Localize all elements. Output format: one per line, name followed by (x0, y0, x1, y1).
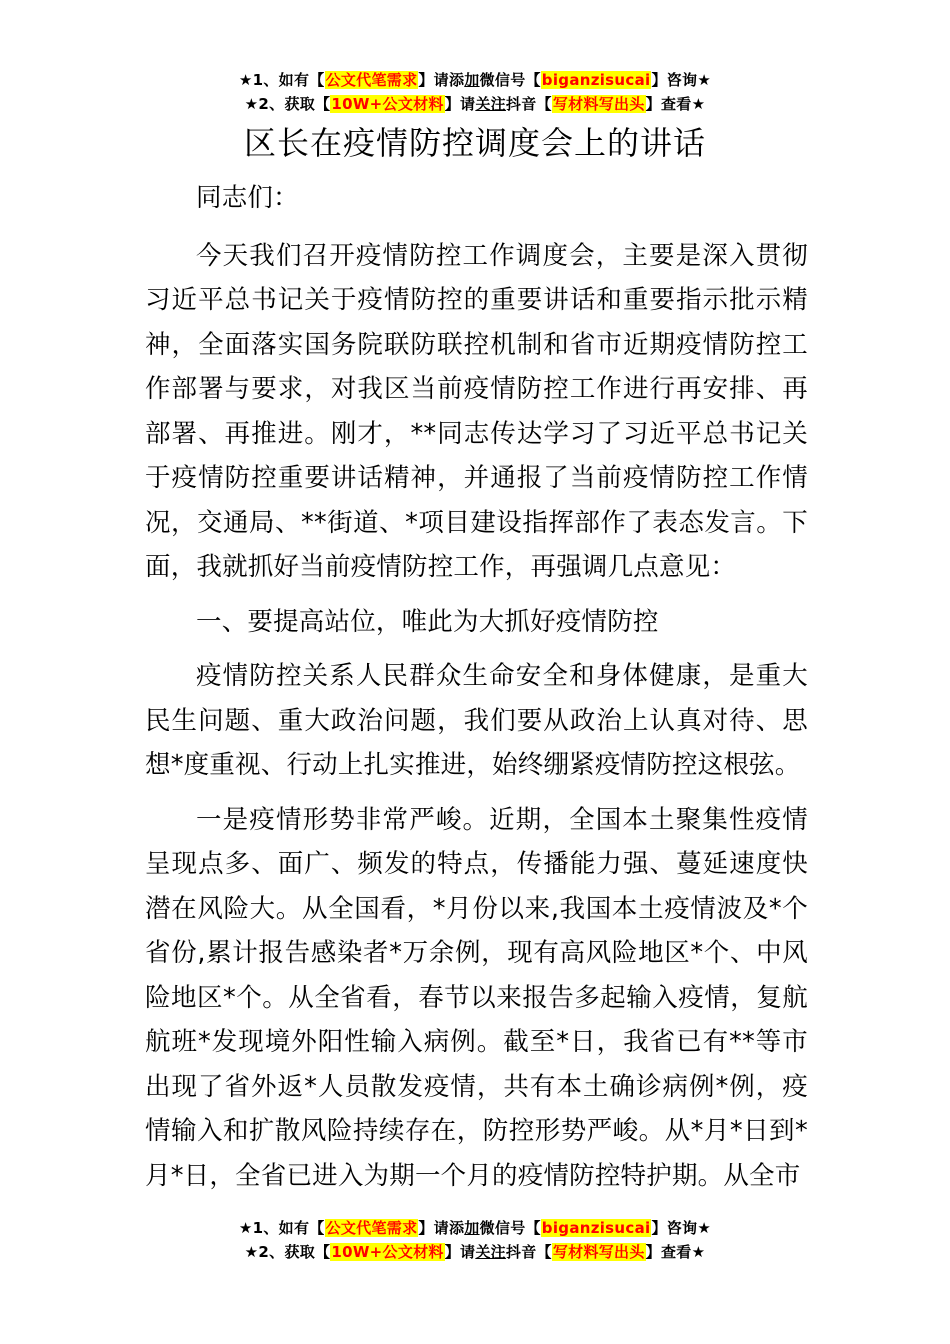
banner-highlight: 公文代笔需求 (325, 71, 418, 89)
banner-highlight: biganzisucai (541, 1219, 651, 1237)
banner-text: 抖音【 (505, 95, 552, 113)
footer-banner (0, 1216, 950, 1264)
banner-underline: 关注 (475, 1243, 506, 1261)
banner-highlight: 10W+公文材料 (331, 1243, 444, 1261)
document-body (145, 176, 808, 1208)
banner-line-1 (0, 68, 950, 92)
banner-text: 微信号【 (479, 1219, 541, 1237)
banner-text: ★1、如有【 (238, 71, 325, 89)
banner-text: 】请 (444, 1243, 476, 1261)
banner-underline: 关注 (475, 95, 506, 113)
paragraph: 疫情防控关系人民群众生命安全和身体健康，是重大民生问题、重大政治问题，我们要从政治上认真对待、思想*度重视、行动上扎实推进，始终绷紧疫情防控这根弦。 (145, 661, 808, 780)
header-banner (0, 68, 950, 116)
banner-text: 】查看★ (645, 1243, 706, 1261)
section-heading: 一、要提高站位，唯此为大抓好疫情防控 (196, 606, 659, 637)
banner-highlight: 写材料写出头 (552, 95, 645, 113)
salutation: 同志们： (196, 183, 299, 213)
banner-highlight: 10W+公文材料 (331, 95, 444, 113)
banner-underline: 加 (464, 1219, 480, 1237)
banner-text: 】查看★ (645, 95, 706, 113)
banner-text: 】咨询★ (651, 71, 712, 89)
banner-text: 】请添 (418, 71, 465, 89)
paragraph-intro: 今天我们召开疫情防控工作调度会，主要是深入贯彻习近平总书记关于疫情防控的重要讲话和重要指示批示精神，全面落实国务院联防联控机制和省市近期疫情防控工作部署与要求，对我区当前疫情防控工作进行再安排、再部署、再推进。刚才，**同志传达学习了习近平总书记关于疫情防控重要讲话精神，并通报了当前疫情防控工作情况，交通局、**街道、*项目建设指挥部作了表态发言。下面，我就抓好当前疫情防控工作，再强调几点意见： (145, 240, 808, 582)
paragraph: 一是疫情形势非常严峻。近期，全国本土聚集性疫情呈现点多、面广、频发的特点，传播能力强、蔓延速度快潜在风险大。从全国看，*月份以来,我国本土疫情波及*个省份,累计报告感染者*万余例，现有高风险地区*个、中风险地区*个。从全省看，春节以来报告多起输入疫情，复航航班*发现境外阳性输入病例。截至*日，我省已有**等市出现了省外返*人员散发疫情，共有本土确诊病例*例，疫情输入和扩散风险持续存在，防控形势严峻。从*月*日到*月*日，全省已进入为期一个月的疫情防控特护期。从全市 (145, 804, 808, 1191)
banner-highlight: 公文代笔需求 (325, 1219, 418, 1237)
banner-line-1 (0, 1216, 950, 1240)
banner-text: 】咨询★ (651, 1219, 712, 1237)
banner-text: 】请 (444, 95, 476, 113)
banner-line-2 (0, 1240, 950, 1264)
banner-line-2 (0, 92, 950, 116)
banner-highlight: 写材料写出头 (552, 1243, 645, 1261)
banner-text: 微信号【 (479, 71, 541, 89)
banner-underline: 加 (464, 71, 480, 89)
banner-text: ★2、获取【 (244, 1243, 331, 1261)
banner-highlight: biganzisucai (541, 71, 651, 89)
banner-text: ★2、获取【 (244, 95, 331, 113)
document-title: 区长在疫情防控调度会上的讲话 (243, 124, 706, 162)
banner-text: 】请添 (418, 1219, 465, 1237)
banner-text: 抖音【 (505, 1243, 552, 1261)
banner-text: ★1、如有【 (238, 1219, 325, 1237)
